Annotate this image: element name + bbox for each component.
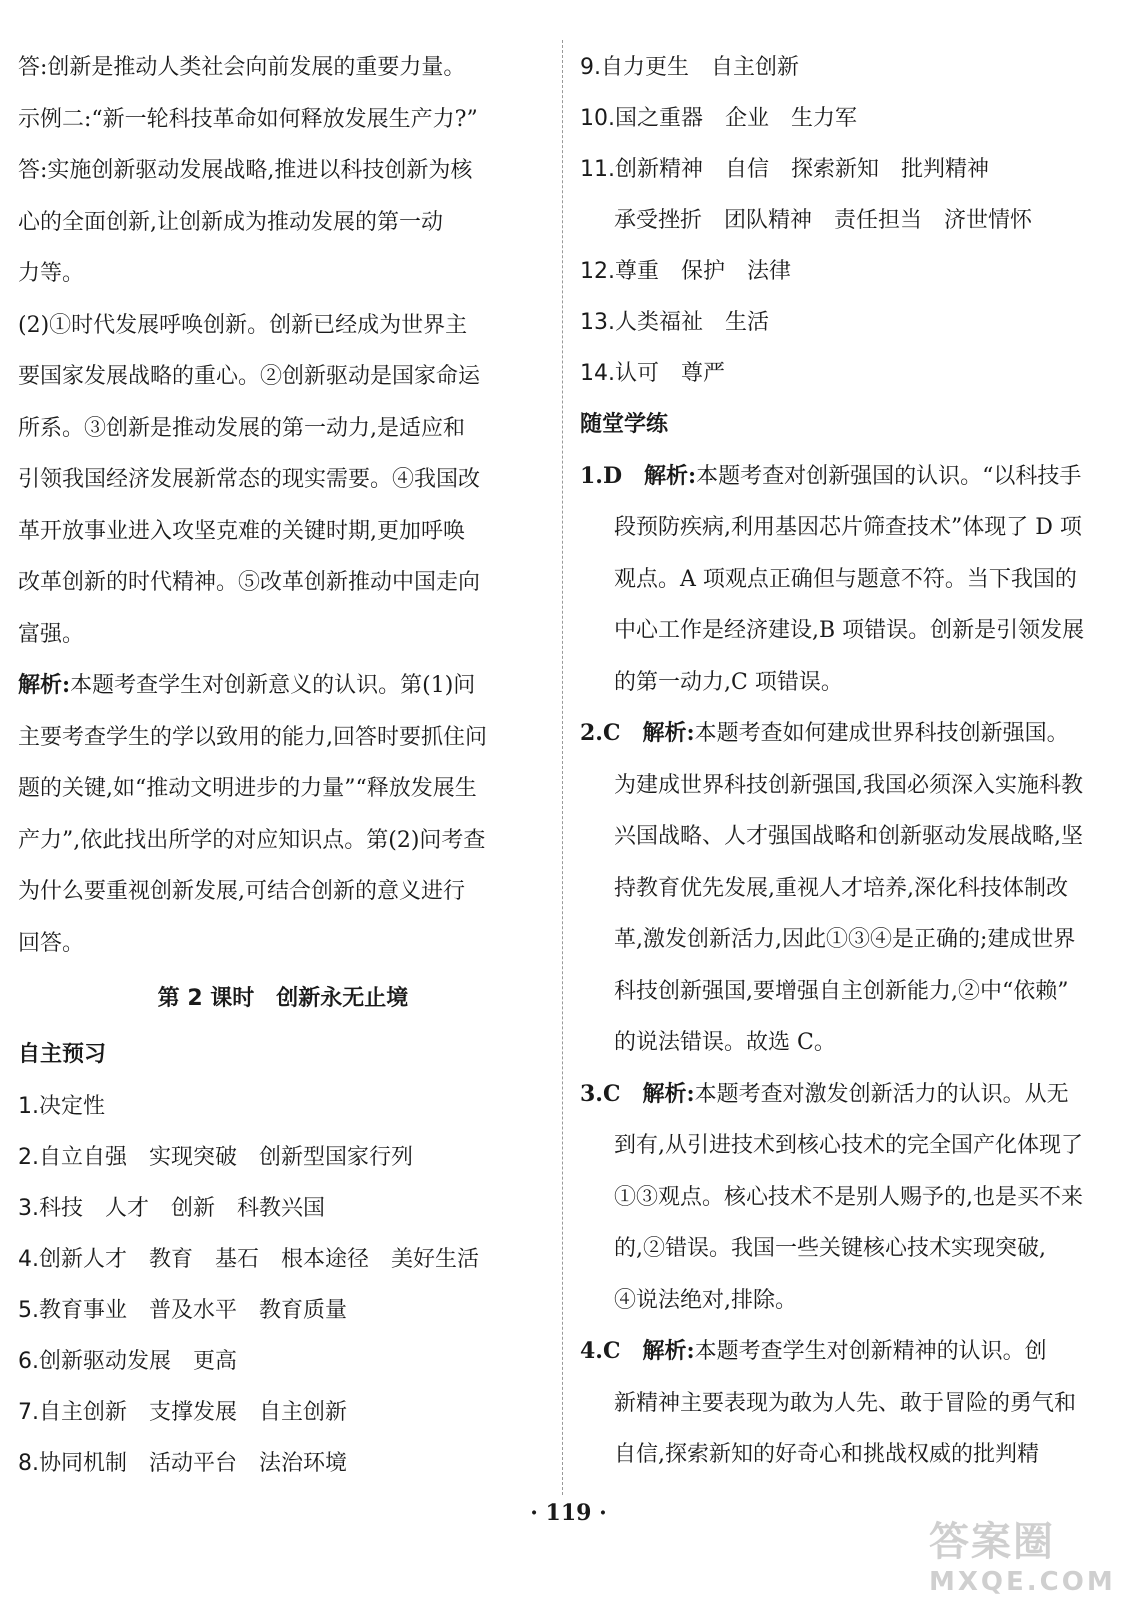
- watermark-url: MXQE.COM: [929, 1567, 1116, 1597]
- section-title-preview: 自主预习: [18, 1042, 107, 1067]
- lesson-title: 第 2 课时 创新永无止境: [157, 986, 409, 1011]
- answer-line: ④说法绝对,排除。: [614, 1287, 797, 1313]
- answer-line: 到有,从引进技术到核心技术的完全国产化体现了: [614, 1133, 1083, 1158]
- answer-line: 本题考查对激发创新活力的认识。从无: [694, 1081, 1069, 1107]
- list-item: 10.国之重器 企业 生力军: [580, 106, 857, 131]
- answer-item: [580, 1069, 1115, 1121]
- section-title-practice: 随堂学练: [580, 412, 669, 437]
- answer-line: 本题考查对创新强国的认识。“以科技手: [696, 463, 1082, 489]
- left-column: [18, 42, 548, 1489]
- answer-line: 自信,探索新知的好奇心和挑战权威的批判精: [614, 1442, 1039, 1467]
- analysis-paragraph: [18, 660, 548, 712]
- list-item-continuation: 承受挫折 团队精神 责任担当 济世情怀: [614, 208, 1033, 233]
- list-item: 11.创新精神 自信 探索新知 批判精神: [580, 157, 989, 182]
- answer-line: 段预防疾病,利用基因芯片筛查技术”体现了 D 项: [614, 515, 1082, 540]
- list-item: 7.自主创新 支撑发展 自主创新: [18, 1399, 347, 1425]
- answer-line: 示例二:“新一轮科技革命如何释放发展生产力?”: [18, 106, 478, 132]
- answer-line: 革开放事业进入攻坚克难的关键时期,更加呼唤: [18, 518, 465, 544]
- analysis-line: 产力”,依此找出所学的对应知识点。第(2)问考查: [18, 827, 486, 853]
- page-number: · 119 ·: [530, 1500, 607, 1526]
- answer-line: 中心工作是经济建设,B 项错误。创新是引领发展: [614, 618, 1085, 643]
- analysis-line: 主要考查学生的学以致用的能力,回答时要抓住问: [18, 724, 487, 750]
- list-item: 8.协同机制 活动平台 法治环境: [18, 1450, 347, 1476]
- answer-line: 的,②错误。我国一些关键核心技术实现突破,: [614, 1236, 1046, 1261]
- analysis-line: 回答。: [18, 930, 85, 956]
- answer-line: 本题考查如何建成世界科技创新强国。: [694, 721, 1069, 746]
- watermark-logo: [929, 1510, 1119, 1597]
- analysis-line: 为什么要重视创新发展,可结合创新的意义进行: [18, 879, 465, 904]
- answer-line: 科技创新强国,要增强自主创新能力,②中“依赖”: [614, 978, 1069, 1004]
- answer-line: 力等。: [18, 261, 85, 286]
- answer-line: 改革创新的时代精神。⑤改革创新推动中国走向: [18, 570, 481, 595]
- answer-line: 观点。A 项观点正确但与题意不符。当下我国的: [614, 566, 1077, 592]
- answer-label: 4.C 解析:: [580, 1338, 695, 1364]
- answer-item: [580, 451, 1115, 503]
- answer-line: 本题考查学生对创新精神的认识。创: [694, 1339, 1047, 1364]
- answer-line: 的第一动力,C 项错误。: [614, 669, 843, 695]
- list-item: 12.尊重 保护 法律: [580, 259, 791, 284]
- answer-line: 新精神主要表现为敢为人先、敢于冒险的勇气和: [614, 1390, 1077, 1416]
- watermark-text: 答案圈: [929, 1519, 1055, 1565]
- list-item: 13.人类福祉 生活: [580, 310, 769, 335]
- answer-line: (2)①时代发展呼唤创新。创新已经成为世界主: [18, 312, 468, 338]
- analysis-label: 解析:: [18, 672, 71, 698]
- answer-item: [580, 1326, 1115, 1378]
- list-item: 1.决定性: [18, 1093, 105, 1119]
- answer-line: 革,激发创新活力,因此①③④是正确的;建成世界: [614, 927, 1076, 952]
- answer-line: 兴国战略、人才强国战略和创新驱动发展战略,坚: [614, 824, 1083, 849]
- answer-line: 要国家发展战略的重心。②创新驱动是国家命运: [18, 364, 481, 389]
- answer-line: 心的全面创新,让创新成为推动发展的第一动: [18, 209, 443, 235]
- list-item: 4.创新人才 教育 基石 根本途径 美好生活: [18, 1246, 479, 1272]
- analysis-line: 题的关键,如“推动文明进步的力量”“释放发展生: [18, 776, 477, 801]
- answer-line: 所系。③创新是推动发展的第一动力,是适应和: [18, 415, 465, 441]
- right-column: [580, 42, 1115, 1481]
- list-item: 3.科技 人才 创新 科教兴国: [18, 1195, 325, 1221]
- answer-label: 1.D 解析:: [580, 462, 697, 489]
- answer-line: 的说法错误。故选 C。: [614, 1030, 836, 1055]
- list-item: 14.认可 尊严: [580, 361, 725, 386]
- answer-line: 引领我国经济发展新常态的现实需要。④我国改: [18, 467, 481, 492]
- answer-line: 为建成世界科技创新强国,我国必须深入实施科教: [614, 772, 1083, 798]
- list-item: 6.创新驱动发展 更高: [18, 1348, 237, 1374]
- answer-line: ①③观点。核心技术不是别人赐予的,也是买不来: [614, 1184, 1083, 1210]
- answer-item: [580, 708, 1115, 760]
- column-divider: [562, 40, 563, 1495]
- answer-line: 持教育优先发展,重视人才培养,深化科技体制改: [614, 875, 1068, 901]
- list-item: 9.自力更生 自主创新: [580, 55, 799, 80]
- answer-line: 富强。: [18, 621, 85, 647]
- list-item: 5.教育事业 普及水平 教育质量: [18, 1297, 347, 1323]
- answer-label: 2.C 解析:: [580, 720, 695, 746]
- analysis-line: 本题考查学生对创新意义的认识。第(1)问: [70, 673, 476, 698]
- answer-line: 答:创新是推动人类社会向前发展的重要力量。: [18, 55, 466, 80]
- answer-label: 3.C 解析:: [580, 1080, 695, 1107]
- list-item: 2.自立自强 实现突破 创新型国家行列: [18, 1144, 413, 1170]
- answer-line: 答:实施创新驱动发展战略,推进以科技创新为核: [18, 158, 473, 183]
